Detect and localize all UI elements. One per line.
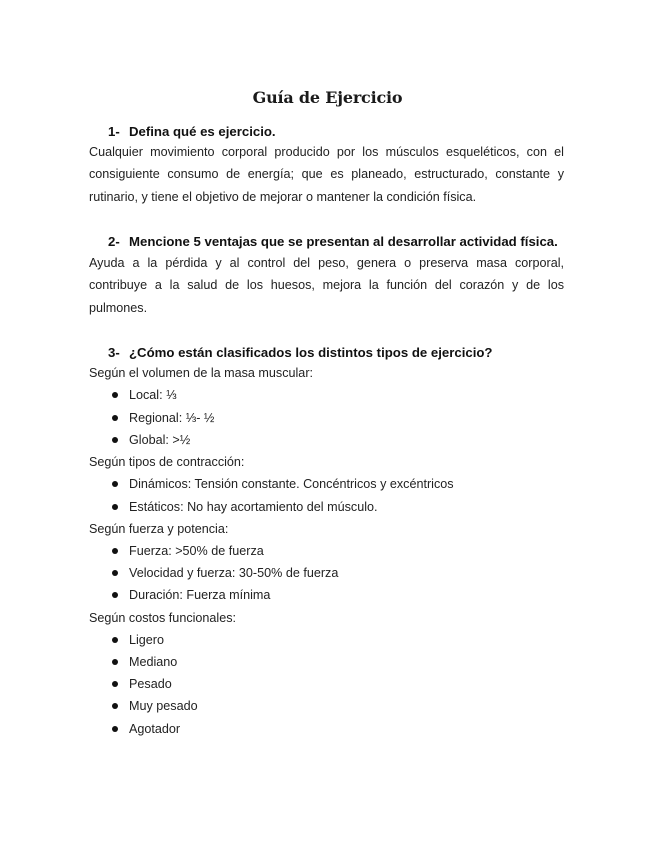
list-item: Global: >½ [112,433,190,447]
bullet-icon [112,726,118,732]
list-item: Fuerza: >50% de fuerza [112,544,264,558]
bullet-icon [112,437,118,443]
bullet-icon [112,504,118,510]
list-item: Muy pesado [112,699,198,713]
group-heading: Según fuerza y potencia: [89,522,229,536]
group-heading: Según el volumen de la masa muscular: [89,366,314,380]
bullet-icon [112,659,118,665]
document-title: Guía de Ejercicio [252,88,403,107]
list-item: Agotador [112,722,180,736]
bullet-icon [112,481,118,487]
question-1 [108,124,276,139]
group-heading: Según tipos de contracción: [89,455,245,469]
answer-2: Ayuda a la pérdida y al control del peso, genera o preserva masa corporal, contribuye a la salud de los huesos, mejora la función del corazón y de los pulmones. [89,256,564,315]
bullet-icon [112,637,118,643]
question-text: Defina qué es ejercicio. [129,124,276,139]
list-item: Mediano [112,655,177,669]
question-text: ¿Cómo están clasificados los distintos tipos de ejercicio? [129,345,493,360]
question-number: 1- [108,124,120,139]
list-item: Dinámicos: Tensión constante. Concéntricos y excéntricos [112,477,454,491]
list-item: Estáticos: No hay acortamiento del músculo. [112,500,378,514]
list-item: Pesado [112,677,172,691]
group-heading: Según costos funcionales: [89,611,237,625]
bullet-icon [112,392,118,398]
question-3 [108,345,492,360]
list-item: Regional: ⅓- ½ [112,411,214,425]
bullet-icon [112,548,118,554]
list-item: Velocidad y fuerza: 30-50% de fuerza [112,566,338,580]
question-number: 3- [108,345,120,360]
list-item: Duración: Fuerza mínima [112,588,270,602]
bullet-icon [112,681,118,687]
bullet-icon [112,570,118,576]
question-2 [108,234,558,249]
question-text: Mencione 5 ventajas que se presentan al desarrollar actividad física. [129,234,558,249]
question-number: 2- [108,234,120,249]
bullet-icon [112,415,118,421]
bullet-icon [112,592,118,598]
list-item: Ligero [112,633,164,647]
list-item: Local: ⅓ [112,388,177,402]
bullet-icon [112,703,118,709]
answer-1: Cualquier movimiento corporal producido por los músculos esqueléticos, con el consiguiente consumo de energía; que es planeado, estructurado, constante y rutinario, y tiene el objetivo de mejorar o mantener la condición física. [89,145,564,204]
